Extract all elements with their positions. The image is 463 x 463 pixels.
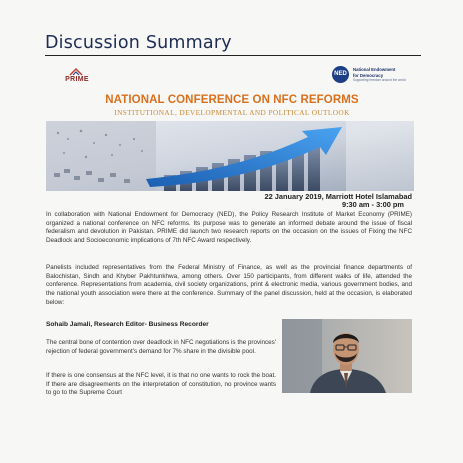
speaker-name: Sohaib Jamali, Research Editor- Business Recorder (46, 321, 209, 328)
speaker-photo (282, 319, 412, 393)
prime-logo-icon (69, 68, 83, 76)
ned-tagline: Supporting freedom around the world (353, 78, 406, 82)
page-title: Discussion Summary (45, 33, 232, 53)
prime-logo-text: PRIME (65, 76, 89, 83)
ned-name-line1: National Endowment (353, 67, 396, 72)
conference-subtitle: INSTITUTIONAL, DEVELOPMENTAL AND POLITICAL OUTLOOK (114, 108, 350, 117)
title-divider (45, 55, 421, 56)
intro-paragraph: In collaboration with National Endowment for Democracy (NED), the Policy Research Institute of Market Economy (PRIME) organized a national conference on NFC reforms. Its purpose was to generate an informed debate around the issue of fiscal federalism and devolution in Pakistan. PRIME did launch two research reports on the occasion on the issues of Fixing the NFC Deadlock and Socioeconomic implications of 7th NFC Award respectively. (46, 211, 412, 245)
ned-logo-icon: NED (332, 66, 349, 83)
event-date-venue: 22 January 2019, Marriott Hotel Islamabad (264, 192, 412, 201)
speaker-paragraph-1: The central bone of contention over deadlock in NFC negotiations is the provinces' rejection of federal government's demand for 7% share in the divisible pool. (46, 339, 276, 355)
conference-banner-image (46, 121, 414, 191)
ned-logo (332, 66, 417, 84)
event-time: 9:30 am - 3:00 pm (341, 200, 404, 209)
conference-title: NATIONAL CONFERENCE ON NFC REFORMS (105, 94, 359, 106)
panelists-paragraph: Panelists included representatives from the Federal Ministry of Finance, as well as the provincial finance departments of Balochistan, Sindh and Khyber Pakhtunkhwa, among others. Over 150 participants, from different walks of life, attended the conference. Representations from academia, civil society organizations, print & electronic media, various government bodies, and the national youth association were there at the conference. Summary of the panel discussion, held at the occasion, is elaborated below: (46, 264, 412, 306)
prime-logo (57, 68, 97, 88)
speaker-paragraph-2: If there is one consensus at the NFC level, it is that no one wants to rock the boat. If there are disagreements on the interpretation of constitution, no province wants to go to the Supreme Court (46, 372, 276, 397)
ned-name-line2: for Democracy (353, 73, 384, 78)
